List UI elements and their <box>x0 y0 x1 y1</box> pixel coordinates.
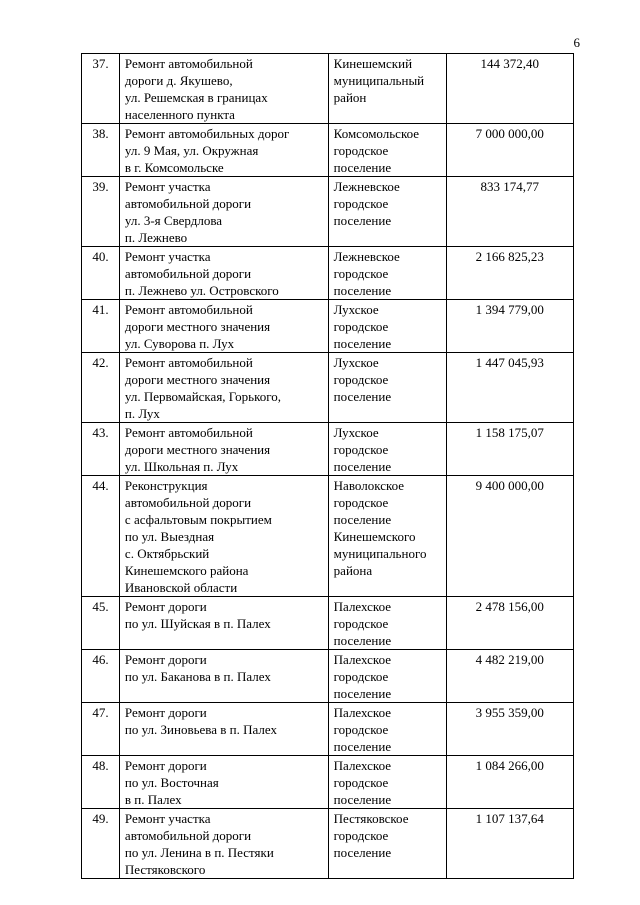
recipient-line: поселение <box>333 512 392 527</box>
object-line: ул. Решемская в границах <box>124 90 268 105</box>
object-line: ул. Суворова п. Лух <box>124 336 235 351</box>
row-number: 38. <box>82 124 120 177</box>
object-description <box>119 124 328 177</box>
recipient-line: Палехское <box>333 705 392 720</box>
recipient-line: поселение <box>333 213 392 228</box>
recipient <box>328 353 446 423</box>
object-description <box>119 809 328 879</box>
recipient-line: городское <box>333 775 389 790</box>
object-line: Ремонт дороги <box>124 599 207 614</box>
recipient-line: городское <box>333 372 389 387</box>
amount: 1 394 779,00 <box>446 300 573 353</box>
recipient <box>328 756 446 809</box>
object-line: ул. 3-я Свердлова <box>124 213 223 228</box>
recipient <box>328 300 446 353</box>
amount: 1 158 175,07 <box>446 423 573 476</box>
object-description <box>119 476 328 597</box>
row-number: 45. <box>82 597 120 650</box>
object-line: автомобильной дороги <box>124 266 252 281</box>
object-line: по ул. Выездная <box>124 529 215 544</box>
object-line: Реконструкция <box>124 478 208 493</box>
recipient-line: Кинешемский <box>333 56 413 71</box>
recipient-line: городское <box>333 669 389 684</box>
recipient-line: район <box>333 90 367 105</box>
recipient-line: Наволокское <box>333 478 405 493</box>
recipient-line: Кинешемского <box>333 529 416 544</box>
recipient-line: городское <box>333 616 389 631</box>
table-row <box>82 650 574 703</box>
recipient <box>328 703 446 756</box>
object-line: Ремонт дороги <box>124 705 207 720</box>
table-row <box>82 423 574 476</box>
object-line: ул. Первомайская, Горького, <box>124 389 282 404</box>
row-number: 41. <box>82 300 120 353</box>
object-description <box>119 423 328 476</box>
recipient-line: поселение <box>333 845 392 860</box>
row-number: 42. <box>82 353 120 423</box>
object-line: с. Октябрьский <box>124 546 210 561</box>
recipient-line: Лежневское <box>333 179 400 194</box>
table-row <box>82 300 574 353</box>
object-line: автомобильной дороги <box>124 828 252 843</box>
object-line: дороги местного значения <box>124 372 271 387</box>
object-line: по ул. Восточная <box>124 775 219 790</box>
object-description <box>119 703 328 756</box>
object-line: автомобильной дороги <box>124 196 252 211</box>
recipient-line: городское <box>333 442 389 457</box>
table-row <box>82 597 574 650</box>
row-number: 47. <box>82 703 120 756</box>
object-line: по ул. Зиновьева в п. Палех <box>124 722 277 737</box>
recipient-line: городское <box>333 143 389 158</box>
row-number: 40. <box>82 247 120 300</box>
recipient-line: Лухское <box>333 425 379 440</box>
recipient <box>328 809 446 879</box>
object-line: в п. Палех <box>124 792 182 807</box>
recipient-line: Лухское <box>333 302 379 317</box>
table-body <box>82 54 574 879</box>
table-row <box>82 177 574 247</box>
object-line: дороги местного значения <box>124 319 271 334</box>
recipient-line: городское <box>333 319 389 334</box>
recipient-line: поселение <box>333 389 392 404</box>
recipient <box>328 476 446 597</box>
recipient-line: Лухское <box>333 355 379 370</box>
recipient-line: поселение <box>333 686 392 701</box>
object-description <box>119 650 328 703</box>
recipient-line: городское <box>333 722 389 737</box>
table-row <box>82 247 574 300</box>
object-line: Ремонт автомобильных дорог <box>124 126 290 141</box>
recipient <box>328 597 446 650</box>
amount: 2 478 156,00 <box>446 597 573 650</box>
object-line: Ремонт дороги <box>124 652 207 667</box>
object-line: автомобильной дороги <box>124 495 252 510</box>
amount: 144 372,40 <box>446 54 573 124</box>
table-row <box>82 353 574 423</box>
object-line: Кинешемского района <box>124 563 249 578</box>
row-number: 49. <box>82 809 120 879</box>
object-description <box>119 597 328 650</box>
recipient-line: городское <box>333 266 389 281</box>
recipient-line: Пестяковское <box>333 811 409 826</box>
recipient-line: поселение <box>333 459 392 474</box>
recipient-line: поселение <box>333 739 392 754</box>
object-line: Ремонт дороги <box>124 758 207 773</box>
object-line: дороги д. Якушево, <box>124 73 233 88</box>
object-line: по ул. Шуйская в п. Палех <box>124 616 271 631</box>
recipient-line: поселение <box>333 633 392 648</box>
object-line: Ремонт участка <box>124 249 211 264</box>
object-line: дороги местного значения <box>124 442 271 457</box>
object-line: Ремонт участка <box>124 179 211 194</box>
recipient-line: городское <box>333 495 389 510</box>
recipient-line: поселение <box>333 160 392 175</box>
recipient <box>328 124 446 177</box>
recipient <box>328 177 446 247</box>
object-line: п. Лух <box>124 406 160 421</box>
table-row <box>82 703 574 756</box>
road-repair-table <box>81 53 574 879</box>
recipient-line: района <box>333 563 373 578</box>
object-description <box>119 756 328 809</box>
amount: 1 084 266,00 <box>446 756 573 809</box>
table-row <box>82 756 574 809</box>
object-line: Ремонт участка <box>124 811 211 826</box>
table-row <box>82 124 574 177</box>
row-number: 46. <box>82 650 120 703</box>
object-description <box>119 300 328 353</box>
recipient <box>328 54 446 124</box>
row-number: 48. <box>82 756 120 809</box>
object-line: Ремонт автомобильной <box>124 302 253 317</box>
page-number: 6 <box>573 35 580 50</box>
amount: 833 174,77 <box>446 177 573 247</box>
amount: 1 447 045,93 <box>446 353 573 423</box>
object-line: Ремонт автомобильной <box>124 355 253 370</box>
object-line: в г. Комсомольске <box>124 160 224 175</box>
object-description <box>119 177 328 247</box>
table-row <box>82 809 574 879</box>
object-description <box>119 54 328 124</box>
amount: 9 400 000,00 <box>446 476 573 597</box>
object-description <box>119 353 328 423</box>
recipient-line: городское <box>333 828 389 843</box>
recipient-line: Палехское <box>333 652 392 667</box>
recipient-line: Палехское <box>333 599 392 614</box>
object-line: по ул. Баканова в п. Палех <box>124 669 271 684</box>
recipient <box>328 247 446 300</box>
amount: 7 000 000,00 <box>446 124 573 177</box>
object-line: с асфальтовым покрытием <box>124 512 272 527</box>
table-row <box>82 54 574 124</box>
row-number: 37. <box>82 54 120 124</box>
object-line: Ивановской области <box>124 580 238 595</box>
recipient-line: поселение <box>333 283 392 298</box>
amount: 2 166 825,23 <box>446 247 573 300</box>
recipient-line: Палехское <box>333 758 392 773</box>
object-line: п. Лежнево <box>124 230 188 245</box>
recipient-line: поселение <box>333 792 392 807</box>
object-line: п. Лежнево ул. Островского <box>124 283 279 298</box>
object-line: населенного пункта <box>124 107 235 122</box>
table-row <box>82 476 574 597</box>
recipient <box>328 423 446 476</box>
amount: 4 482 219,00 <box>446 650 573 703</box>
recipient-line: городское <box>333 196 389 211</box>
row-number: 44. <box>82 476 120 597</box>
object-description <box>119 247 328 300</box>
object-line: ул. Школьная п. Лух <box>124 459 239 474</box>
object-line: по ул. Ленина в п. Пестяки <box>124 845 274 860</box>
object-line: Ремонт автомобильной <box>124 56 253 71</box>
row-number: 43. <box>82 423 120 476</box>
recipient-line: поселение <box>333 336 392 351</box>
object-line: ул. 9 Мая, ул. Окружная <box>124 143 259 158</box>
recipient-line: Комсомольское <box>333 126 420 141</box>
recipient-line: Лежневское <box>333 249 400 264</box>
object-line: Пестяковского <box>124 862 206 877</box>
amount: 3 955 359,00 <box>446 703 573 756</box>
recipient-line: муниципальный <box>333 73 425 88</box>
row-number: 39. <box>82 177 120 247</box>
amount: 1 107 137,64 <box>446 809 573 879</box>
object-line: Ремонт автомобильной <box>124 425 253 440</box>
recipient-line: муниципального <box>333 546 427 561</box>
recipient <box>328 650 446 703</box>
